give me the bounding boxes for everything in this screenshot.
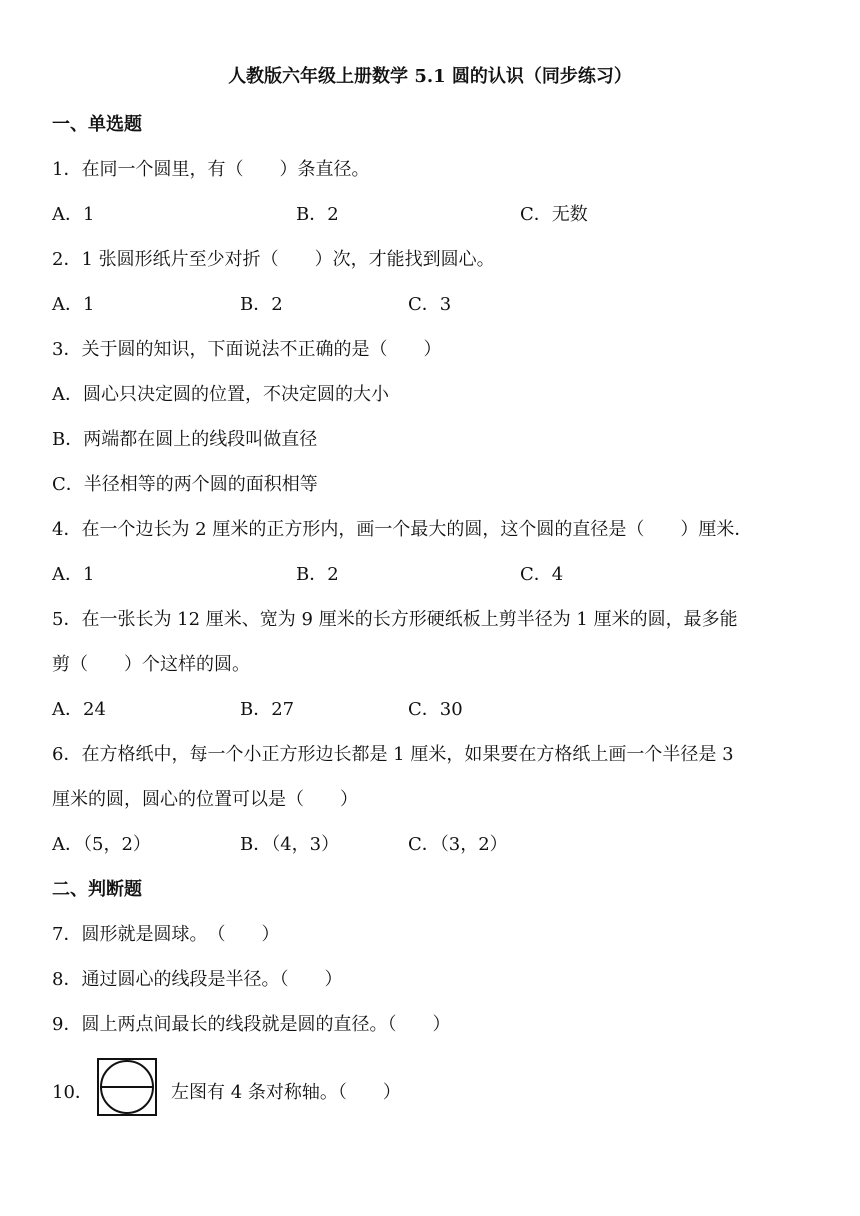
question-4-option-b: B．2 bbox=[296, 564, 339, 585]
question-6-stem-line-1: 6．在方格纸中，每一个小正方形边长都是 1 厘米，如果要在方格纸上画一个半径是 3 bbox=[52, 744, 734, 765]
page-title: 人教版六年级上册数学 5.1 圆的认识（同步练习） bbox=[228, 66, 632, 87]
question-6-option-c: C．（3，2） bbox=[408, 834, 508, 855]
question-1-stem: 1．在同一个圆里，有（ ）条直径。 bbox=[52, 159, 370, 180]
question-3-stem: 3．关于圆的知识，下面说法不正确的是（ ） bbox=[52, 339, 442, 360]
question-5-stem-line-2: 剪（ ）个这样的圆。 bbox=[52, 654, 250, 675]
question-4-stem: 4．在一个边长为 2 厘米的正方形内，画一个最大的圆，这个圆的直径是（ ）厘米． bbox=[52, 519, 753, 540]
question-6-option-a: A．（5，2） bbox=[52, 834, 151, 855]
question-3-option-c: C．半径相等的两个圆的面积相等 bbox=[52, 474, 318, 495]
question-5-stem-line-1: 5．在一张长为 12 厘米、宽为 9 厘米的长方形硬纸板上剪半径为 1 厘米的圆，最多能 bbox=[52, 609, 738, 630]
question-6-stem-line-2: 厘米的圆，圆心的位置可以是（ ） bbox=[52, 789, 358, 810]
question-4-option-c: C．4 bbox=[520, 564, 564, 585]
question-1-option-c: C．无数 bbox=[520, 204, 588, 225]
question-3-option-a: A．圆心只决定圆的位置，不决定圆的大小 bbox=[52, 384, 389, 405]
question-7-stem: 7．圆形就是圆球。 （ ） bbox=[52, 924, 280, 945]
question-5-option-a: A．24 bbox=[52, 699, 106, 720]
question-10-stem: 左图有 4 条对称轴。（ ） bbox=[171, 1082, 401, 1103]
section-heading-true-false: 二、判断题 bbox=[52, 879, 142, 900]
question-10-number: 10． bbox=[52, 1082, 93, 1103]
question-8-stem: 8．通过圆心的线段是半径。（ ） bbox=[52, 969, 343, 990]
question-9-stem: 9．圆上两点间最长的线段就是圆的直径。（ ） bbox=[52, 1014, 451, 1035]
question-2-option-c: C．3 bbox=[408, 294, 452, 315]
question-5-option-c: C．30 bbox=[408, 699, 463, 720]
question-6-option-b: B．（4，3） bbox=[240, 834, 340, 855]
question-1-option-a: A．1 bbox=[52, 204, 95, 225]
section-heading-single-choice: 一、单选题 bbox=[52, 114, 142, 135]
circle-in-square-figure bbox=[97, 1058, 157, 1116]
question-5-option-b: B．27 bbox=[240, 699, 295, 720]
question-2-option-b: B．2 bbox=[240, 294, 283, 315]
question-4-option-a: A．1 bbox=[52, 564, 95, 585]
question-2-stem: 2．1 张圆形纸片至少对折（ ）次，才能找到圆心。 bbox=[52, 249, 495, 270]
question-2-option-a: A．1 bbox=[52, 294, 95, 315]
question-1-option-b: B．2 bbox=[296, 204, 339, 225]
question-3-option-b: B．两端都在圆上的线段叫做直径 bbox=[52, 429, 318, 450]
